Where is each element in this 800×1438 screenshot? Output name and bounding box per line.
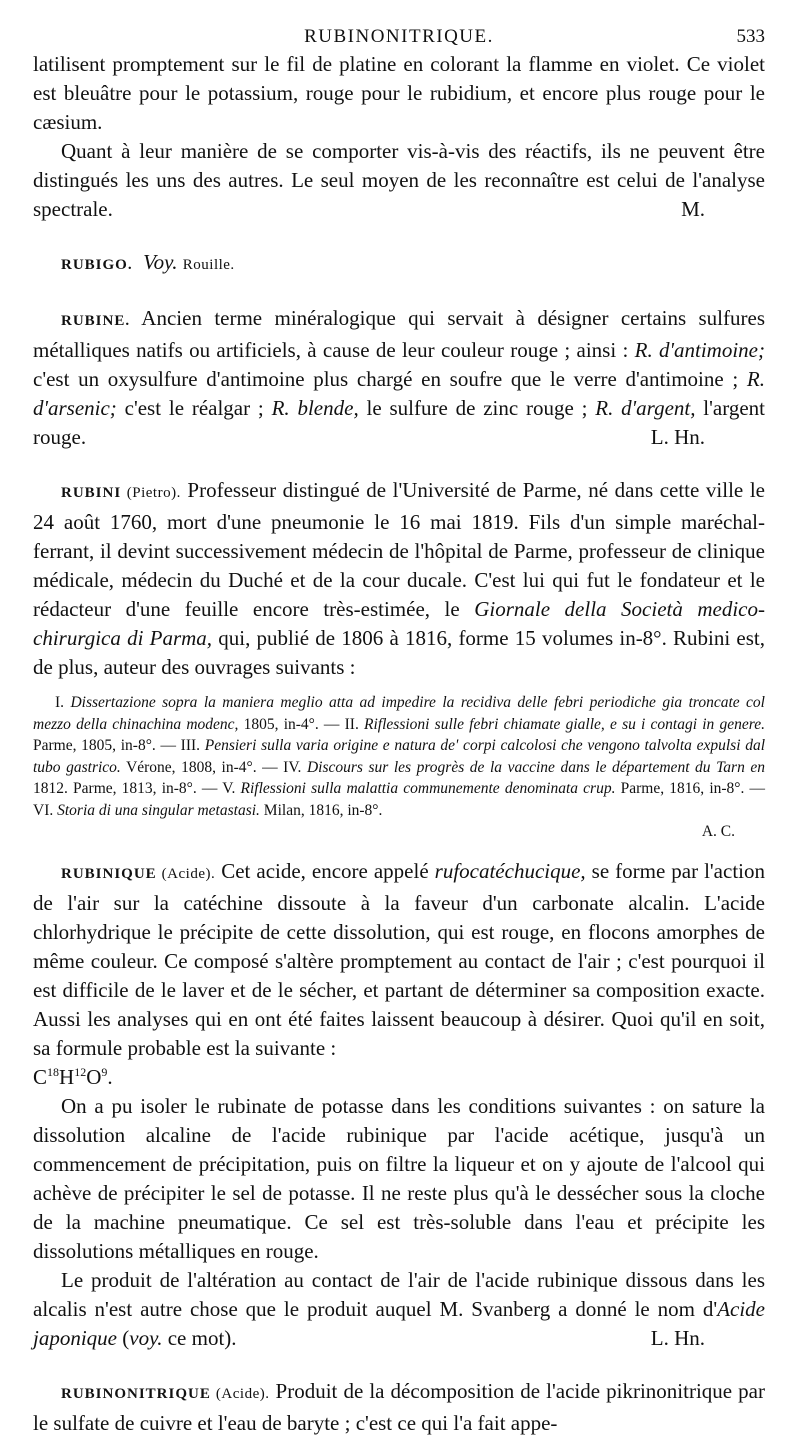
paragraph-continuation: latilisent promptement sur le fil de platine en colorant la flamme en violet. Ce violet est bleuâtre pour le potassium, rouge pour le rubidium, et encore plus rouge pour le cæsium. (33, 52, 765, 134)
chemical-formula: $C^{18}H^{12}O^9$. (33, 1064, 113, 1089)
entry-head: RUBINIQUE (61, 865, 157, 882)
page (33, 26, 765, 1438)
signature: L. Hn. (650, 1325, 705, 1350)
paragraph-rubinate: On a pu isoler le rubinate de potasse dans les conditions suivantes : on sature la dissolution alcaline de l'acide rubinique par l'acide acétique, jusqu'à un commencement de précipitation, puis on filtre la liqueur et on y ajoute de l'alcool qui achève de précipiter le sel de potasse. Il ne reste plus qu'à le dessécher sous la cloche de la machine pneumatique. Ce sel est très-soluble dans l'eau et précipite les dissolutions métalliques en rouge. (33, 1093, 765, 1263)
paragraph-reactifs: Quant à leur manière de se comporter vis-à-vis des réactifs, ils ne peuvent être distingués les uns des autres. Le seul moyen de les reconnaître est celui de l'analyse spectrale. M. (33, 137, 765, 224)
entry-head: RUBINONITRIQUE (61, 1385, 211, 1402)
signature: L. Hn. (650, 425, 705, 449)
bibliography (33, 692, 765, 843)
entry-rubigo: RUBIGO. Voy. Rouille. (61, 250, 235, 274)
entry-head: RUBINE. (61, 313, 131, 329)
entry-rubine: RUBINE. Ancien terme minéralogique qui servait à désigner certains sulfures métalliques natifs ou artificiels, à cause de leur couleur rouge ; ainsi : R. d'antimoine; c'est un oxysulfure d'antimoine plus chargé en soufre que le verre d'antimoine ; R. d'arsenic; c'est le réalgar ; R. blende, le sulfure de zinc rouge ; R. d'argent, l'argent rouge. L. Hn. (33, 304, 765, 452)
page-number: 533 (736, 26, 765, 47)
entry-rubinonitrique: RUBINONITRIQUE (Acide). Produit de la décomposition de l'acide pikrinonitrique par le sulfate de cuivre et l'eau de baryte ; c'est ce qui l'a fait appe- (33, 1378, 765, 1435)
signature-m: M. (681, 197, 705, 221)
entry-rubini: RUBINI (Pietro). Professeur distingué de l'Université de Parme, né dans cette ville le 24 août 1760, mort d'une pneumonie le 16 mai 1819. Fils d'un simple maréchal-ferrant, il devint successivement médecin de l'hôpital de Parme, professeur de clinique médicale, médecin du Duché et de la cour ducale. C'est lui qui fut le fondateur et le rédacteur d'une feuille encore très-estimée, le Giornale della Società medico-chirurgica di Parma, qui, publié de 1806 à 1816, forme 15 volumes in-8°. Rubini est, de plus, auteur des ouvrages suivants : (33, 478, 765, 679)
entry-rubinique: RUBINIQUE (Acide). Cet acide, encore appelé rufocatéchucique, se forme par l'action de l'air sur la catéchine dissoute à la faveur d'un carbonate alcalin. L'acide chlorhydrique le précipite de cette dissolution, qui est rouge, en flocons amorphes de même couleur. Ce composé s'altère promptement au contact de l'air ; c'est pourquoi il est difficile de le laver et de le sécher, et partant de déterminer sa composition exacte. Aussi les analyses qui en ont été faites laissent beaucoup à désirer. Quoi qu'il en soit, sa formule probable est la suivante : (33, 858, 765, 1060)
running-title: RUBINONITRIQUE. (304, 26, 494, 47)
paragraph-alteration: Le produit de l'altération au contact de l'air de l'acide rubinique dissous dans les alcalis n'est autre chose que le produit auquel M. Svanberg a donné le nom d'Acide japonique (voy. ce mot). L. Hn. (33, 1266, 765, 1353)
entry-head: RUBINI (61, 485, 122, 501)
running-header (33, 26, 765, 50)
signature: A. C. (701, 823, 735, 840)
entry-head: RUBIGO. (61, 257, 133, 273)
bibliography-list: I. Dissertazione sopra la maniera meglio atta ad impedire la recidiva delle febri periodiche gia troncate col mezzo della chinachina modenc, 1805, in-4°. — II. Riflessioni sulle febri chiamate gialle, e su i contagi in genere. Parme, 1805, in-8°. — III. Pensieri sulla varia origine e natura de' corpi calcolosi che vengono talvolta expulsi dal tubo gastrico. Vérone, 1808, in-4°. — IV. Discours sur les progrès de la vaccine dans le département du Tarn en 1812. Parme, 1813, in-8°. — V. Riflessioni sulla malattia communemente denominata crup. Parme, 1816, in-8°. — VI. Storia di una singular metastasi. Milan, 1816, in-8°. (33, 694, 766, 819)
